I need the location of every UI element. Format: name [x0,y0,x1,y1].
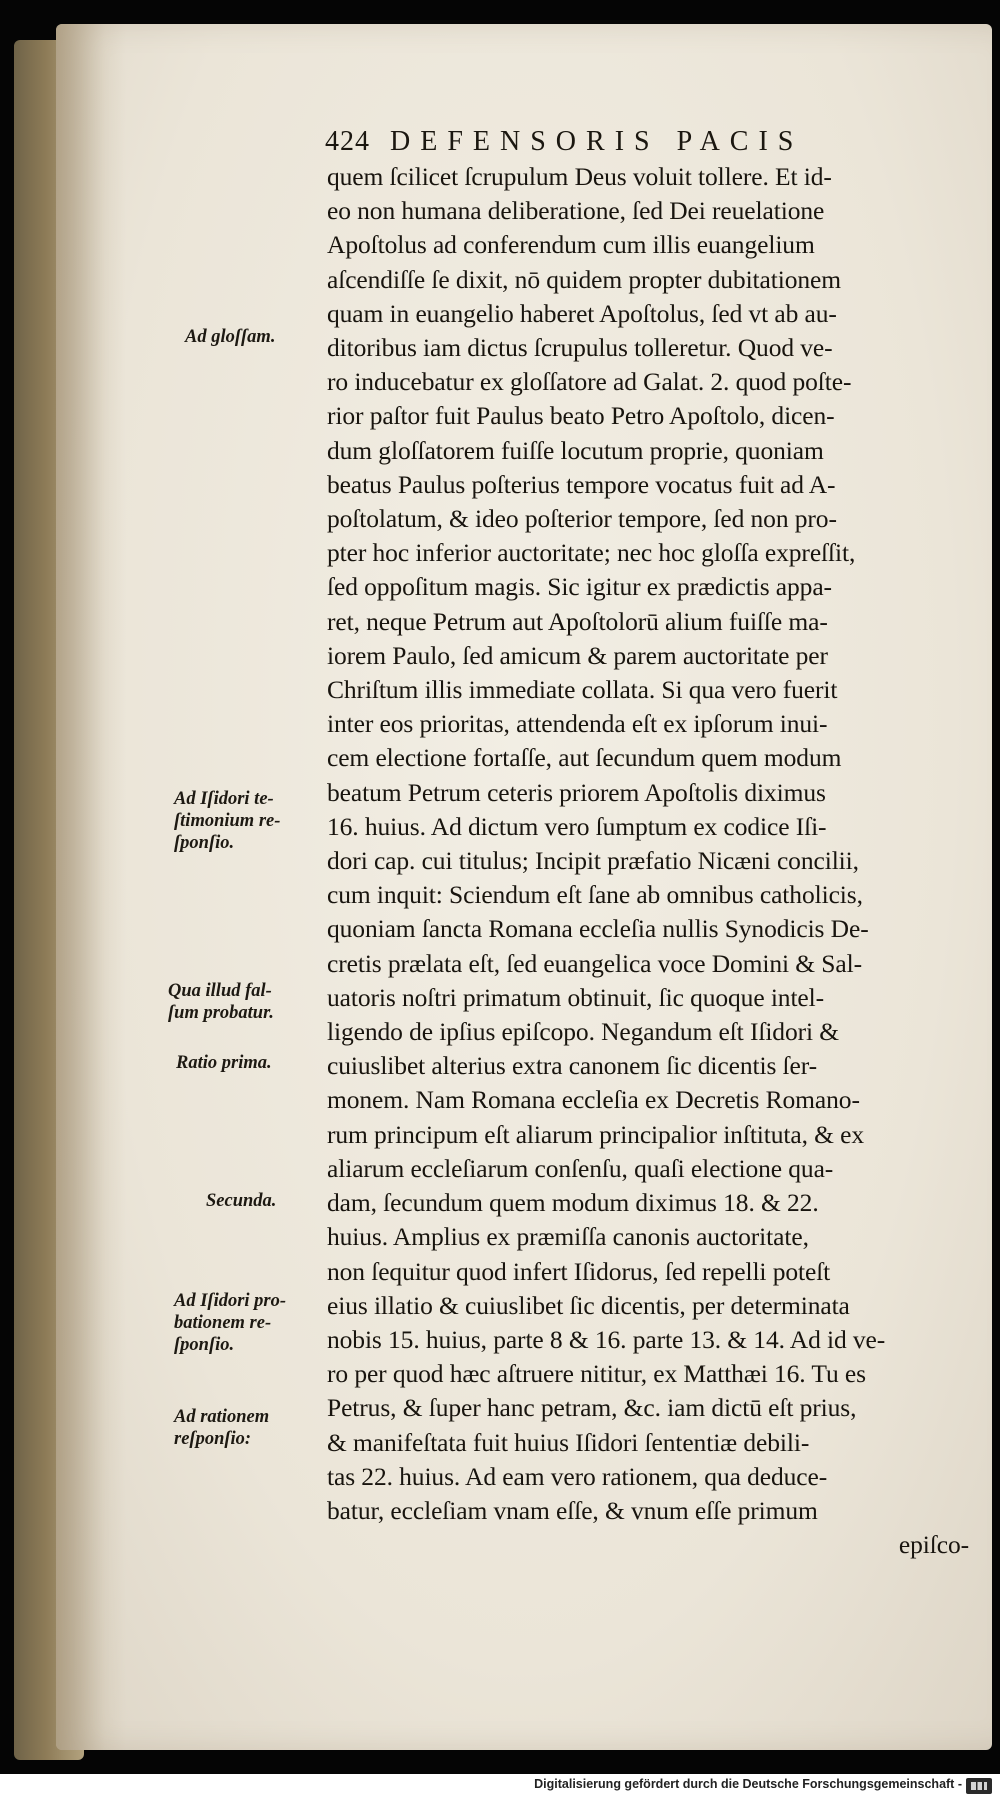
marginal-note-line: Qua illud fal- [168,981,272,1001]
marginal-note-secunda [206,1190,276,1212]
text-line: cem electione fortaſſe, aut ſecundum quem modum [327,743,842,773]
marginal-note-line: Ad Iſidori pro- [174,1291,287,1311]
main-text-block [327,160,969,1562]
dfg-logo-icon [966,1778,992,1794]
text-line: batur, eccleſiam vnam eſſe, & vnum eſſe primum [327,1495,818,1525]
text-line: dum gloſſatorem fuiſſe locutum proprie, quoniam [327,435,824,465]
text-line: aliarum eccleſiarum conſenſu, quaſi electione qua- [327,1153,834,1183]
text-line: aſcendiſſe ſe dixit, nō quidem propter dubitationem [327,264,841,294]
text-line: ſed oppoſitum magis. Sic igitur ex prædictis appa- [327,572,832,602]
marginal-note-ad-rationem [174,1406,269,1450]
running-head [325,122,955,162]
text-line: 16. huius. Ad dictum vero ſumptum ex codice Iſi- [327,811,827,841]
digitization-footer [0,1774,1000,1800]
marginal-note-line: Ad Iſidori te- [174,789,274,809]
page-number: 424 [325,126,370,157]
text-line: dam, ſecundum quem modum diximus 18. & 22. [327,1188,819,1218]
marginal-note-isidori-testimonium [174,788,280,854]
text-line: cuiuslibet alterius extra canonem ſic dicentis ſer- [327,1051,818,1081]
marginal-note-line: Ratio prima. [176,1053,272,1073]
text-line: Petrus, & ſuper hanc petram, &c. iam dictū eſt prius, [327,1393,857,1423]
text-line: ligendo de ipſius epiſcopo. Negandum eſt Iſidori & [327,1017,839,1047]
marginal-note-line: ſtimonium re- [174,811,281,831]
text-line: iorem Paulo, ſed amicum & parem auctoritate per [327,640,828,670]
marginal-note-line: bationem re- [174,1313,272,1333]
text-line: eius illatio & cuiuslibet ſic dicentis, per determinata [327,1290,850,1320]
text-line: & manifeſtata fuit huius Iſidori ſententiæ debili- [327,1427,810,1457]
text-line: huius. Amplius ex præmiſſa canonis auctoritate, [327,1222,809,1252]
text-line: cum inquit: Sciendum eſt ſane ab omnibus catholicis, [327,880,863,910]
text-line: quoniam ſancta Romana eccleſia nullis Synodicis De- [327,914,869,944]
text-line: Apoſtolus ad conferendum cum illis euangelium [327,230,815,260]
text-line: monem. Nam Romana eccleſia ex Decretis Romano- [327,1085,860,1115]
text-line: rior paſtor fuit Paulus beato Petro Apoſtolo, dicen- [327,401,835,431]
text-line: tas 22. huius. Ad eam vero rationem, qua deduce- [327,1461,828,1491]
text-line: eo non humana deliberatione, ſed Dei reuelatione [327,196,825,226]
text-line: cretis prælata eſt, ſed euangelica voce Domini & Sal- [327,948,862,978]
marginal-note-line: ſponſio. [174,1335,235,1355]
marginal-note-qua-illud-falsum [168,980,274,1024]
text-line: ro per quod hæc aſtruere nititur, ex Matthæi 16. Tu es [327,1359,866,1389]
text-line: beatus Paulus poſterius tempore vocatus fuit ad A- [327,469,836,499]
text-line: quem ſcilicet ſcrupulum Deus voluit tollere. Et id- [327,162,832,191]
text-line: quam in euangelio haberet Apoſtolus, ſed vt ab au- [327,298,837,328]
marginal-note-line: Secunda. [206,1191,277,1211]
text-line: nobis 15. huius, parte 8 & 16. parte 13. & 14. Ad id ve- [327,1324,886,1354]
text-line: ro inducebatur ex gloſſatore ad Galat. 2. quod poſte- [327,367,852,397]
text-line: ret, neque Petrum aut Apoſtolorū alium fuiſſe ma- [327,606,828,636]
text-line: non ſequitur quod infert Iſidorus, ſed repelli poteſt [327,1256,831,1286]
text-line: ditoribus iam dictus ſcrupulus tolleretur. Quod ve- [327,333,833,363]
marginal-note-line: Ad rationem [174,1407,270,1427]
text-line: dori cap. cui titulus; Incipit præfatio Nicæni concilii, [327,846,859,876]
marginal-note-line: Ad gloſſam. [185,327,276,347]
text-line: inter eos prioritas, attendenda eſt ex ipſorum inui- [327,709,828,739]
marginal-note-ad-glossam [185,326,275,348]
running-title: DEFENSORIS PACIS [390,126,804,157]
text-line: rum principum eſt aliarum principalior inſtituta, & ex [327,1119,865,1149]
text-line: pter hoc inferior auctoritate; nec hoc gloſſa expreſſit, [327,538,856,568]
catchword: epiſco- [898,1530,969,1560]
digitization-credit: Digitalisierung gefördert durch die Deutsche Forschungsgemeinschaft - [534,1777,962,1791]
text-line: beatum Petrum ceteris priorem Apoſtolis diximus [327,777,826,807]
text-line: poſtolatum, & ideo poſterior tempore, ſed non pro- [327,504,837,534]
marginal-note-isidori-probationem [174,1290,286,1356]
text-line: Chriſtum illis immediate collata. Si qua vero fuerit [327,675,838,705]
marginal-note-ratio-prima [176,1052,272,1074]
marginal-note-line: ſponſio. [174,833,235,853]
marginal-note-line: ſum probatur. [168,1003,274,1023]
text-line: uatoris noſtri primatum obtinuit, ſic quoque intel- [327,982,825,1012]
marginal-note-line: reſponſio: [174,1429,252,1449]
